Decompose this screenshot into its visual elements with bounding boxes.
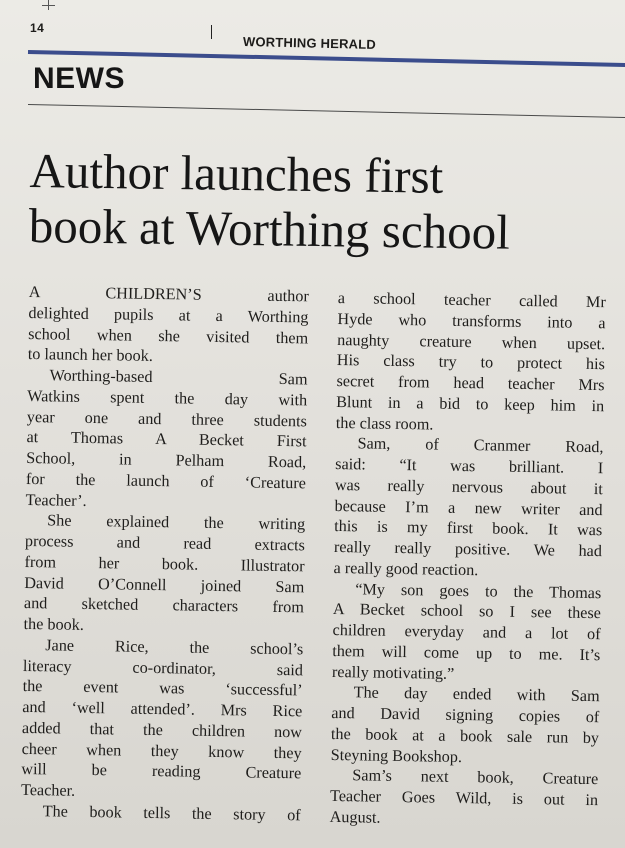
article-text-line: Jane Rice, the school’s: [45, 636, 304, 659]
article-text-line: Blunt in a bid to keep him in: [336, 392, 605, 415]
article-text-line: Teacher’.: [25, 490, 87, 510]
article-text-line: at Thomas A Becket First: [26, 428, 307, 451]
article-text-line: because I’m a new writer and: [334, 496, 603, 519]
article-text-line: secret from head teacher Mrs: [336, 371, 605, 395]
article-text-line: The book tells the story of: [42, 802, 301, 825]
article-text-line: the book.: [23, 614, 85, 634]
article-text-line: the event was ‘successful’: [22, 677, 303, 700]
article-text-line: the class room.: [335, 413, 434, 434]
article-text-line: A Becket school so I see these: [332, 600, 602, 623]
article-column-left: [21, 282, 309, 826]
article-text-line: “My son goes to the Thomas: [355, 579, 602, 602]
article-text-line: a really good reaction.: [333, 558, 479, 579]
article-text-line: school when she visited them: [28, 324, 309, 347]
article-text-line: a school teacher called Mr: [337, 288, 606, 312]
article-text-line: Hyde who transforms into a: [337, 309, 606, 332]
article-headline: [28, 143, 625, 261]
article-text-line: August.: [329, 807, 381, 827]
article-text-line: and sketched characters from: [23, 594, 305, 617]
article-text-line: Teacher Goes Wild, is out in: [329, 786, 599, 810]
article-text-line: the book at a book sale run by: [330, 724, 600, 747]
article-text-line: delighted pupils at a Worthing: [28, 303, 309, 327]
article-text-line: David O’Connell joined Sam: [24, 573, 305, 596]
article-text-line: Worthing-based Sam: [49, 366, 308, 389]
article-text-line: and ‘well attended’. Mrs Rice: [22, 697, 303, 721]
article-text-line: said: “It was brilliant. I: [335, 454, 604, 478]
article-text-line: She explained the writing: [47, 511, 306, 534]
article-text-line: The day ended with Sam: [353, 683, 600, 706]
article-text-line: children everyday and a lot of: [332, 620, 601, 644]
headline-line-1: Author launches first: [29, 143, 444, 204]
section-label: NEWS: [33, 62, 125, 95]
section-rule: [28, 104, 625, 119]
article-text-line: them will come up to me. It’s: [332, 641, 601, 664]
article-text-line: School, in Pelham Road,: [26, 448, 307, 472]
article-text-line: really really positive. We had: [333, 537, 603, 561]
article-text-line: A CHILDREN’S author: [28, 282, 309, 306]
article-text-line: really motivating.”: [331, 662, 455, 683]
article-column-right: [330, 288, 606, 832]
article-text-line: Teacher.: [20, 780, 76, 800]
article-text-line: will be reading Creature: [21, 760, 302, 783]
article-text-line: Steyning Bookshop.: [330, 745, 463, 766]
headline-line-2: book at Worthing school: [28, 197, 511, 260]
page-number: 14: [30, 21, 45, 35]
article-text-line: from her book. Illustrator: [24, 552, 305, 576]
article-text-line: literacy co-ordinator, said: [22, 656, 304, 679]
article-text-line: was really nervous about it: [334, 475, 604, 498]
newspaper-name: WORTHING HERALD: [242, 34, 377, 53]
article-text-line: Watkins spent the day with: [27, 386, 308, 410]
article-text-line: year one and three students: [26, 407, 307, 430]
article-text-line: Sam’s next book, Creature: [352, 766, 599, 789]
article-text-line: for the launch of ‘Creature: [25, 469, 307, 493]
article-text-line: process and read extracts: [24, 531, 306, 555]
article-text-line: to launch her book.: [27, 345, 153, 366]
article-text-line: and David signing copies of: [331, 703, 600, 727]
article-text-line: added that the children now: [21, 718, 303, 742]
article-text-line: naughty creature when upset.: [337, 330, 606, 353]
crop-mark-icon: [40, 0, 58, 12]
article-text-line: this is my first book. It was: [334, 517, 603, 540]
header-divider: [211, 25, 212, 39]
article-text-line: Sam, of Cranmer Road,: [357, 434, 604, 457]
article-text-line: cheer when they know they: [21, 739, 302, 762]
article-text-line: His class try to protect his: [336, 351, 605, 374]
